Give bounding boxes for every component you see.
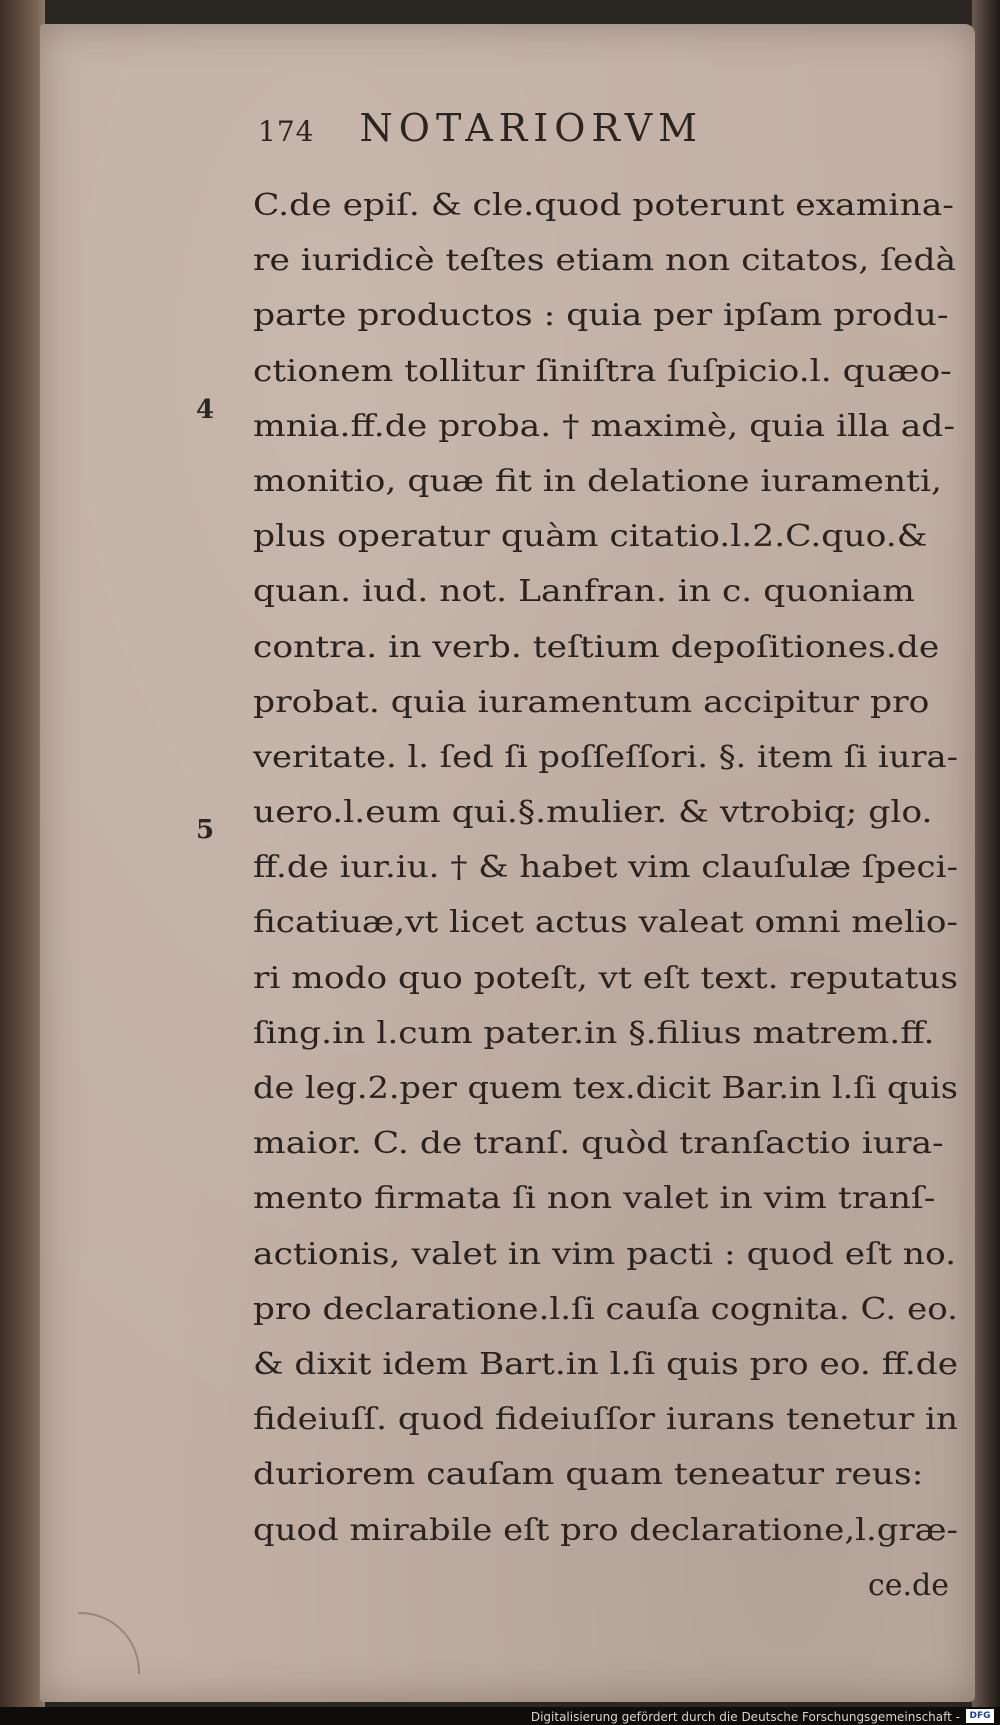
text-line: de leg.2.per quem tex.dicit Bar.in l.ſi quis [253,1071,958,1106]
text-line: monitio, quæ fit in delatione iuramenti, [253,463,943,499]
text-line: mento firmata ſi non valet in vim tranſ- [253,1181,936,1217]
text-line: ficatiuæ,vt licet actus valeat omni melio- [253,905,958,941]
text-line: duriorem cauſam quam teneatur reus: [253,1457,924,1493]
text-line: re iuridicè teſtes etiam non citatos, ſedà [253,243,957,279]
text-line: veritate. l. ſed ſi poſſeſſori. §. item ſi iura- [253,739,958,775]
text-line: ri modo quo poteſt, vt eſt text. reputatus [253,960,958,996]
text-line: ctionem tollitur ſiniſtra ſuſpicio.l. quæo- [253,353,952,389]
running-title: NOTARIORVM [359,106,704,150]
text-line: contra. in verb. teſtium depoſitiones.de [253,629,940,665]
text-line: ſing.in l.cum pater.in §.filius matrem.ff. [253,1015,935,1051]
book-edge-right [972,0,1000,1725]
text-line: plus operatur quàm citatio.l.2.C.quo.& [253,519,928,555]
text-line: C.de epiſ. & cle.quod poterunt examina- [253,188,954,223]
funding-credit: Digitalisierung gefördert durch die Deutsche Forschungsgemeinschaft - [530,1710,960,1724]
text-line: quod mirabile eſt pro declaratione,l.græ- [253,1512,958,1548]
text-line: uero.l.eum qui.§.mulier. & vtrobiq; glo. [253,795,933,831]
running-head [258,106,703,150]
text-line: mnia.ff.de proba. † maximè, quia illa ad- [253,408,956,444]
page-fold [78,1612,140,1674]
text-line: pro declaratione.l.ſi cauſa cognita. C. eo. [253,1291,958,1327]
book-edge-left [0,0,45,1725]
text-line: probat. quia iuramentum accipitur pro [253,684,930,720]
margin-note: 5 [196,815,215,845]
text-line: actionis, valet in vim pacti : quod eſt no. [253,1236,957,1272]
text-line: ff.de iur.iu. † & habet vim clauſulæ ſpeci- [253,850,958,886]
margin-note: 4 [196,395,215,425]
body-text [253,178,963,1613]
footer-bar [0,1707,1000,1725]
text-line: & dixit idem Bart.in l.ſi quis pro eo. ff.de [253,1346,958,1382]
text-line: fideiuſſ. quod fideiuſſor iurans tenetur in [253,1402,958,1438]
text-line: maior. C. de tranſ. quòd tranſactio iura- [253,1126,944,1162]
folio-number: 174 [258,115,315,148]
catchword: ce.de [867,1567,949,1603]
text-line: quan. iud. not. Lanfran. in c. quoniam [253,574,915,610]
text-line: parte productos : quia per ipſam produ- [253,298,949,334]
dfg-logo: DFG [966,1709,994,1723]
